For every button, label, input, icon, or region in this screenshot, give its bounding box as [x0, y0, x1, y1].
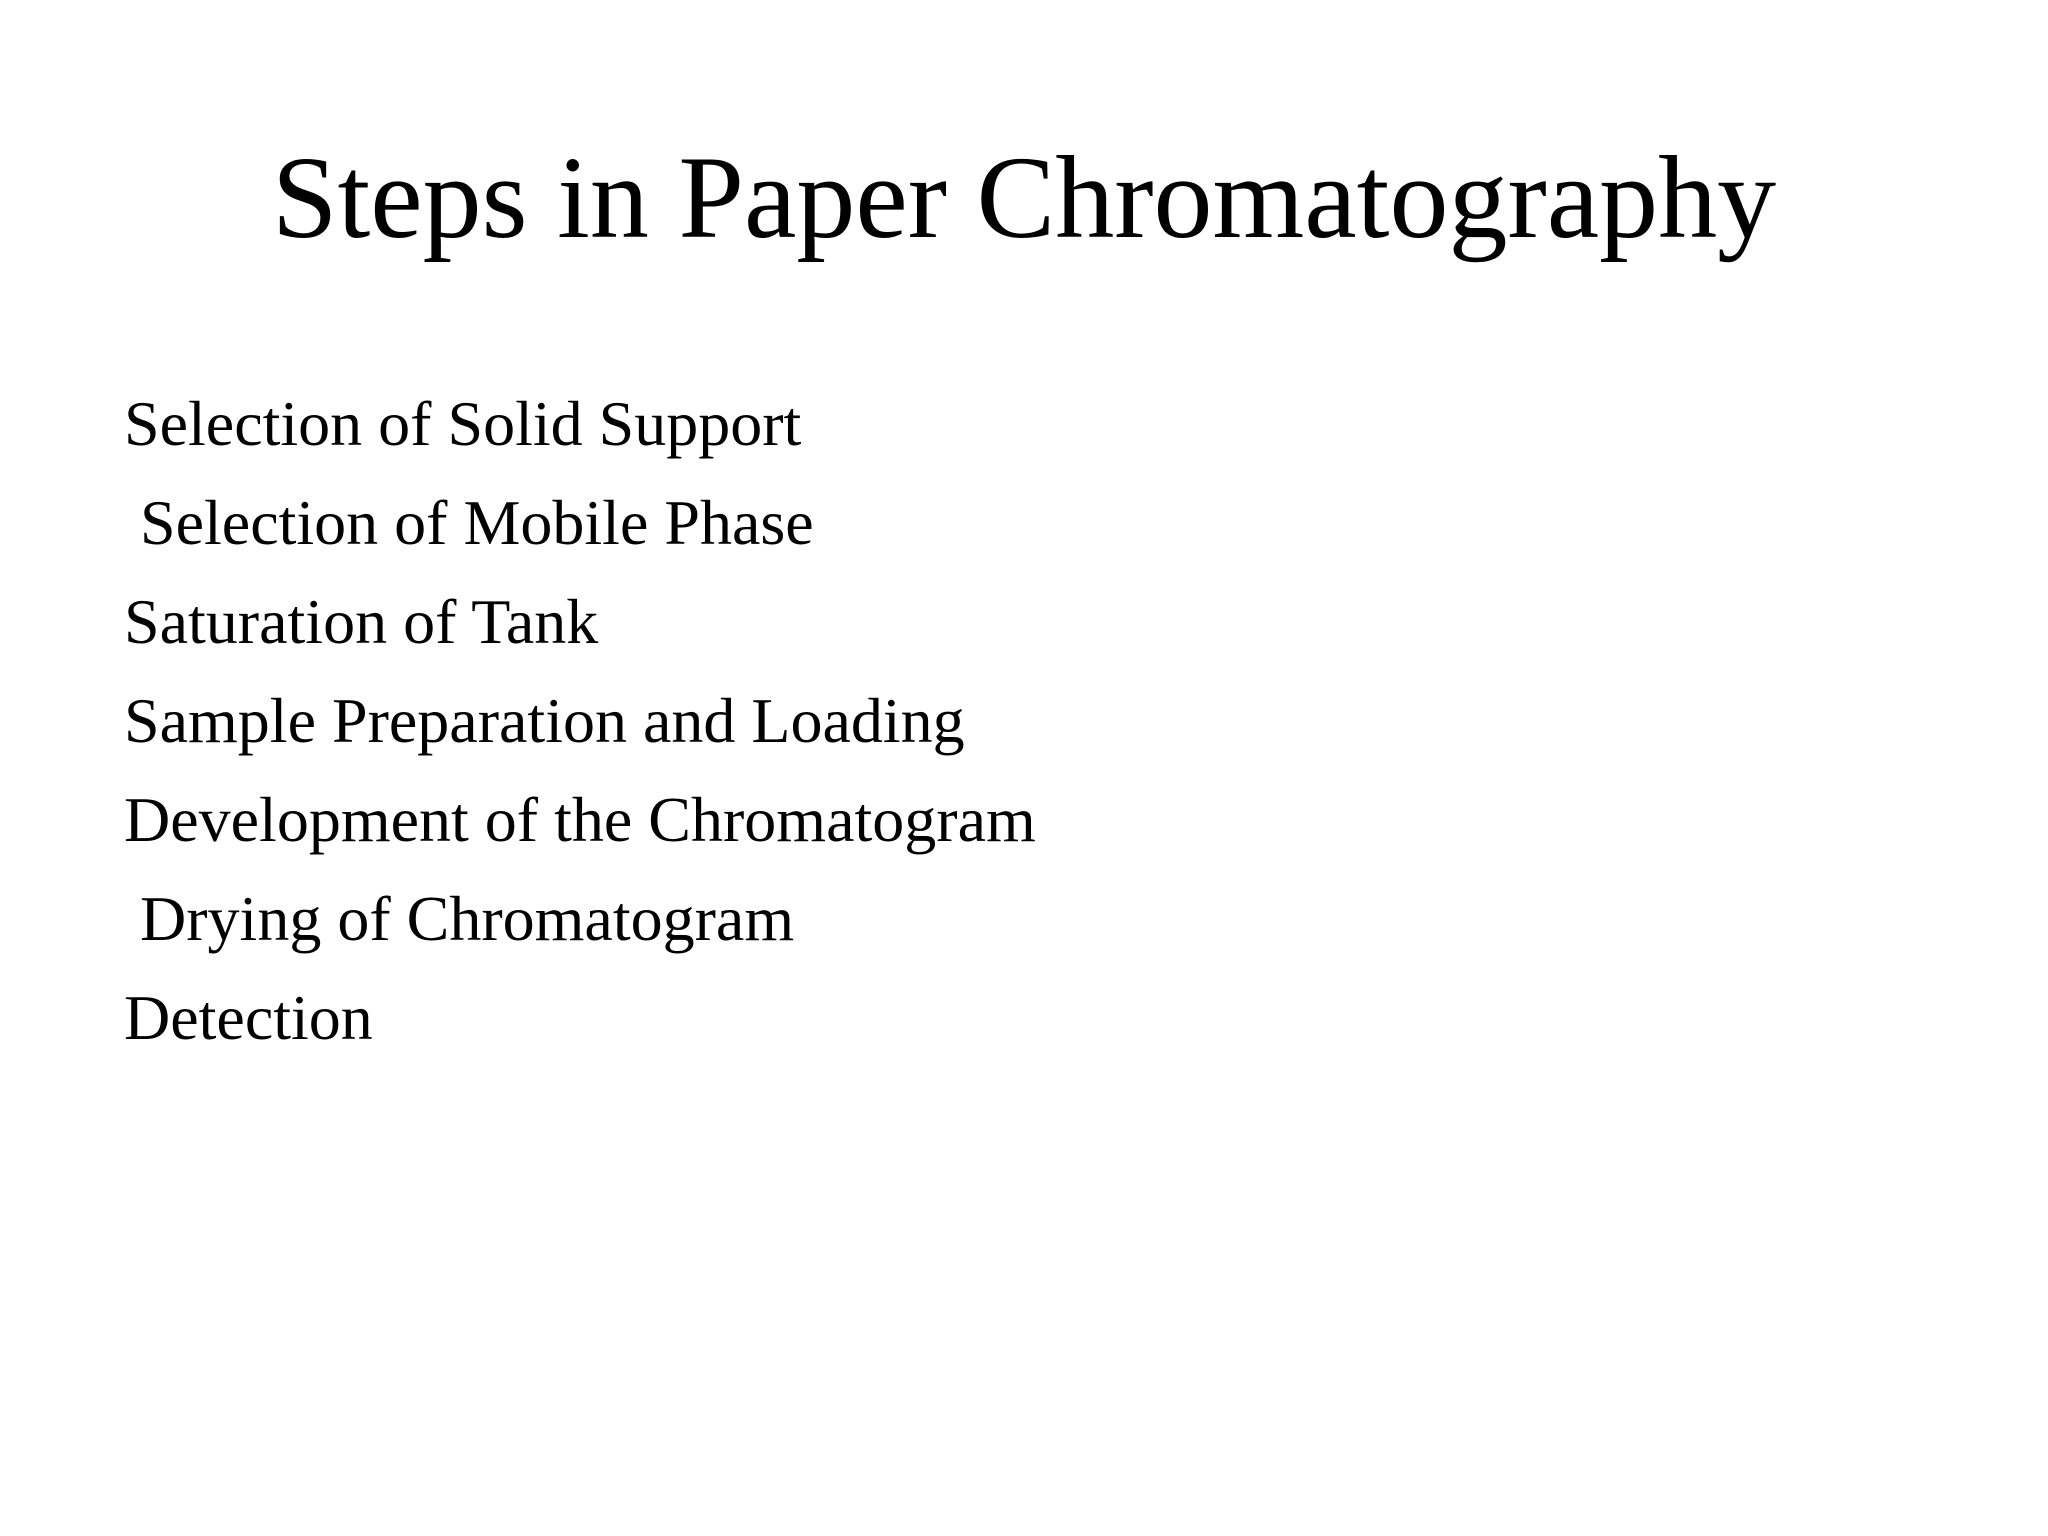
step-item-mobile-phase: Selection of Mobile Phase	[124, 487, 814, 558]
step-item-detection: Detection	[124, 982, 373, 1053]
step-item-development: Development of the Chromatogram	[124, 784, 1036, 855]
step-item-solid-support: Selection of Solid Support	[124, 388, 802, 459]
steps-list	[124, 374, 1036, 1067]
step-item-drying: Drying of Chromatogram	[124, 883, 795, 954]
slide-title: Steps in Paper Chromatography	[271, 132, 1777, 263]
step-item-tank-saturation: Saturation of Tank	[124, 586, 599, 657]
step-item-sample-preparation: Sample Preparation and Loading	[124, 685, 965, 756]
